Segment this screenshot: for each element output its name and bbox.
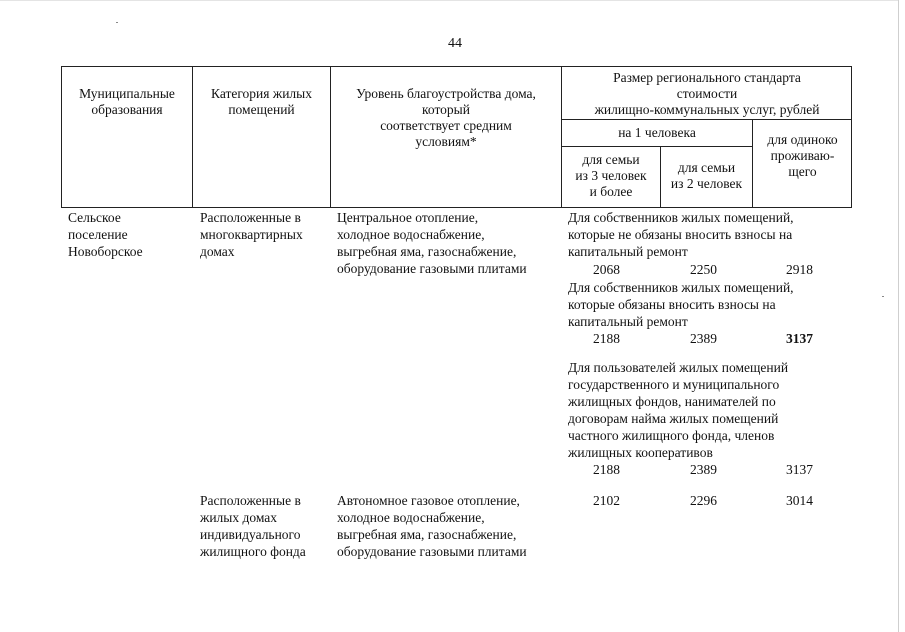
scan-edge-top [0, 0, 898, 1]
category-apartment: Расположенные в многоквартирных домах [200, 210, 303, 259]
group-owners-with-repair: Для собственников жилых помещений, которые обязаны вносить взносы на капитальный ремонт [568, 280, 794, 329]
header-family-2: для семьи из 2 человек [670, 160, 743, 191]
municipality-name: Сельское поселение Новоборское [68, 210, 143, 259]
amenity-level-apartment: Центральное отопление, холодное водоснабжение, выгребная яма, газоснабжение, оборудование газовыми плитами [337, 210, 527, 276]
group-owners-no-repair: Для собственников жилых помещений, которые не обязаны вносить взносы на капитальный ремонт [568, 210, 794, 259]
scan-speck [882, 296, 884, 297]
value-family3: 2068 [593, 262, 620, 277]
header-municipalities: Муниципальные образования [79, 86, 175, 117]
group-tenants: Для пользователей жилых помещений государственного и муниципального жилищных фондов, нанимателей по договорам найма жилых помещений частного жилищного фонда, членов жилищных кооперативов [568, 360, 789, 460]
category-individual-house: Расположенные в жилых домах индивидуального жилищного фонда [200, 493, 306, 559]
value-family2: 2296 [690, 493, 717, 508]
page-number: 44 [448, 36, 462, 51]
value-single: 2918 [786, 262, 813, 277]
scan-speck [116, 22, 118, 23]
header-per-person: на 1 человека [618, 125, 696, 140]
value-single: 3137 [786, 331, 813, 346]
header-single: для одиноко проживаю- щего [767, 132, 838, 179]
header-standard-size: Размер регионального стандарта стоимости жилищно-коммунальных услуг, рублей [594, 70, 820, 117]
value-single: 3014 [786, 493, 813, 508]
value-family3: 2102 [593, 493, 620, 508]
table-divider [561, 119, 852, 120]
amenity-level-individual-house: Автономное газовое отопление, холодное водоснабжение, выгребная яма, газоснабжение, оборудование газовыми плитами [337, 493, 527, 559]
header-family-3: для семьи из 3 человек и более [575, 152, 647, 199]
value-family2: 2389 [690, 462, 717, 477]
value-family2: 2389 [690, 331, 717, 346]
value-single: 3137 [786, 462, 813, 477]
header-housing-category: Категория жилых помещений [211, 86, 312, 117]
value-family3: 2188 [593, 462, 620, 477]
value-family2: 2250 [690, 262, 717, 277]
scan-edge-right [898, 0, 899, 632]
header-amenity-level: Уровень благоустройства дома, который соответствует средним условиям* [356, 86, 536, 149]
table-divider [561, 146, 752, 147]
value-family3: 2188 [593, 331, 620, 346]
